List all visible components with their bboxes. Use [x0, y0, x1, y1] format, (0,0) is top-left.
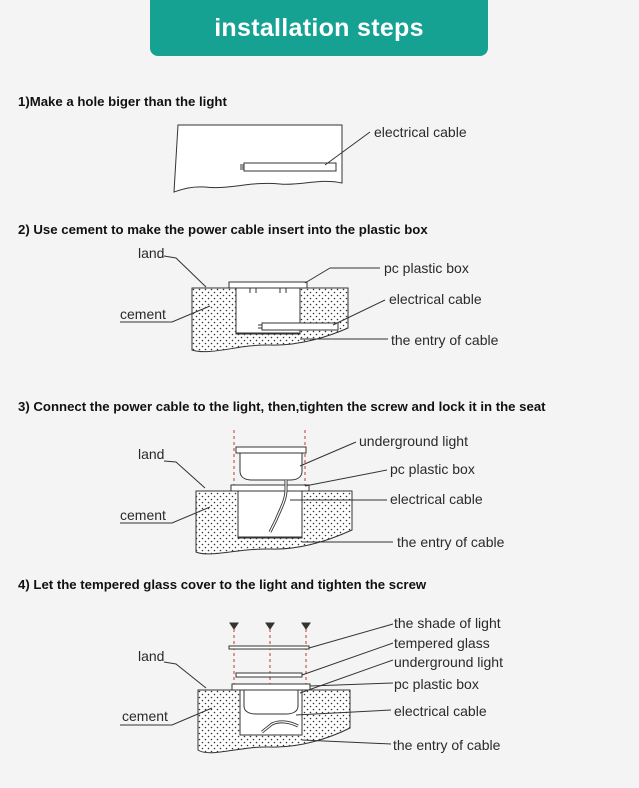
electrical-cable [262, 323, 338, 330]
label-electrical-cable: electrical cable [394, 703, 487, 719]
label-pc-plastic-box: pc plastic box [394, 676, 479, 692]
step-4-figure [120, 623, 393, 753]
page-title: installation steps [214, 13, 424, 42]
step-3-title: 3) Connect the power cable to the light, then,tighten the screw and lock it in the seat [18, 399, 546, 414]
label-pc-plastic-box: pc plastic box [390, 461, 475, 477]
label-cement: cement [120, 507, 166, 523]
step-1-figure [174, 125, 370, 192]
label-pc-plastic-box: pc plastic box [384, 260, 469, 276]
label-cement: cement [120, 306, 166, 322]
label-entry-of-cable: the entry of cable [391, 332, 499, 348]
electrical-cable [244, 163, 336, 171]
label-electrical-cable: electrical cable [389, 291, 482, 307]
label-electrical-cable: electrical cable [390, 491, 483, 507]
underground-light [244, 690, 298, 714]
label-land: land [138, 446, 165, 462]
label-land: land [138, 245, 165, 261]
screw-icons [230, 623, 310, 629]
box-lid [231, 485, 309, 491]
label-entry-of-cable: the entry of cable [393, 737, 501, 753]
underground-light [240, 452, 302, 480]
label-cement: cement [122, 708, 168, 724]
label-entry-of-cable: the entry of cable [397, 534, 505, 550]
hole-outline [174, 125, 342, 192]
box-lid [229, 282, 307, 288]
label-underground-light: underground light [394, 654, 503, 670]
label-electrical-cable: electrical cable [374, 124, 467, 140]
label-underground-light: underground light [359, 433, 468, 449]
shade-of-light [229, 646, 309, 649]
tempered-glass [236, 673, 302, 677]
step-2-figure [120, 256, 388, 352]
step-1-title: 1)Make a hole biger than the light [18, 94, 227, 109]
step-2-title: 2) Use cement to make the power cable insert into the plastic box [18, 222, 428, 237]
box-lid [232, 684, 310, 690]
label-tempered-glass: tempered glass [394, 635, 490, 651]
step-4-title: 4) Let the tempered glass cover to the light and tighten the screw [18, 577, 427, 592]
label-shade-of-light: the shade of light [394, 615, 501, 631]
label-land: land [138, 648, 165, 664]
